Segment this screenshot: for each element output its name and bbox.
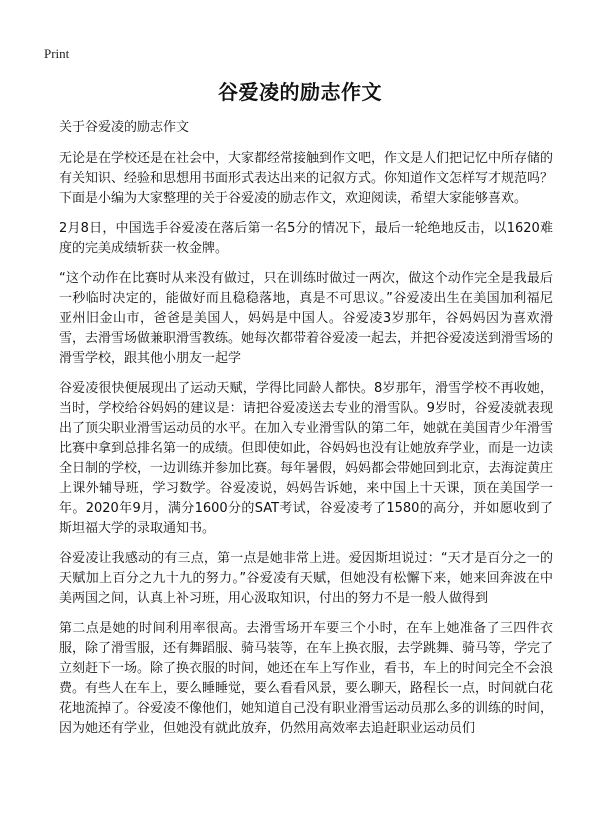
- article-subtitle: 关于谷爱凌的励志作文: [59, 120, 190, 135]
- print-label: Print: [44, 46, 70, 61]
- paragraph-gold-medal: 2月8日，中国选手谷爱凌在落后第一名5分的情况下，最后一轮绝地反击，以1620难度的完美成绩斩获一枚金牌。: [59, 221, 553, 256]
- paragraph-quote-background: “这个动作在比赛时从来没有做过，只在训练时做过一两次，做这个动作完全是我最后一秒临时决定的，能做好而且稳稳落地，真是不可思议。”谷爱凌出生在美国加利福尼亚州旧金山市，爸爸是美国人，妈妈是中国人。谷爱凌3岁那年，谷妈妈因为喜欢滑雪，去滑雪场做兼职滑雪教练。她每次都带着谷爱凌一起去，并把谷爱凌送到滑雪场的滑雪学校，跟其他小朋友一起学: [59, 271, 554, 366]
- paragraph-intro: 无论是在学校还是在社会中，大家都经常接触到作文吧，作文是人们把记忆中所存储的有关知识、经验和思想用书面形式表达出来的记叙方式。你知道作文怎样写才规范吗？下面是小编为大家整理的关于谷爱凌的励志作文，欢迎阅读，希望大家能够喜欢。: [59, 151, 554, 206]
- paragraph-first-point: 谷爱凌让我感动的有三点，第一点是她非常上进。爱因斯坦说过：“天才是百分之一的天赋加上百分之九十九的努力。”谷爱凌有天赋，但她没有松懈下来，她来回奔波在中美两国之间，认真上补习班，用心汲取知识，付出的努力不是一般人做得到: [59, 551, 553, 606]
- article-body: [59, 118, 553, 749]
- paragraph-second-point: 第二点是她的时间利用率很高。去滑雪场开车要三个小时，在车上她准备了三四件衣服，除了滑雪服，还有舞蹈服、骑马装等，在车上换衣服，去学跳舞、骑马等，学完了立刻赶下一场。除了换衣服的时间，她还在车上写作业，看书，车上的时间完全不会浪费。有些人在车上，要么睡睡觉，要么看看风景，要么聊天，路程长一点，时间就白花花地流掉了。谷爱凌不像他们，她知道自己没有职业滑雪运动员那么多的训练的时间，因为她还有学业，但她没有就此放弃，仍然用高效率去追赶职业运动员们: [59, 621, 554, 736]
- page-title: 谷爱凌的励志作文: [218, 80, 382, 104]
- paragraph-talent-study: 谷爱凌很快便展现出了运动天赋，学得比同龄人都快。8岁那年，滑雪学校不再收她，当时，学校给谷妈妈的建议是：请把谷爱凌送去专业的滑雪队。9岁时，谷爱凌就表现出了顶尖职业滑雪运动员的水平。在加入专业滑雪队的第二年，她就在美国青少年滑雪比赛中拿到总排名第一的成绩。但即使如此，谷妈妈也没有让她放弃学业，而是一边读全日制的学校，一边训练并参加比赛。每年暑假，妈妈都会带她回到北京，去海淀黄庄上课外辅导班，学习数学。谷爱凌说，妈妈告诉她，来中国上十天课，顶在美国学一年。2020年9月，满分1600分的SAT考试，谷爱凌考了1580的高分，并如愿收到了斯坦福大学的录取通知书。: [59, 381, 554, 536]
